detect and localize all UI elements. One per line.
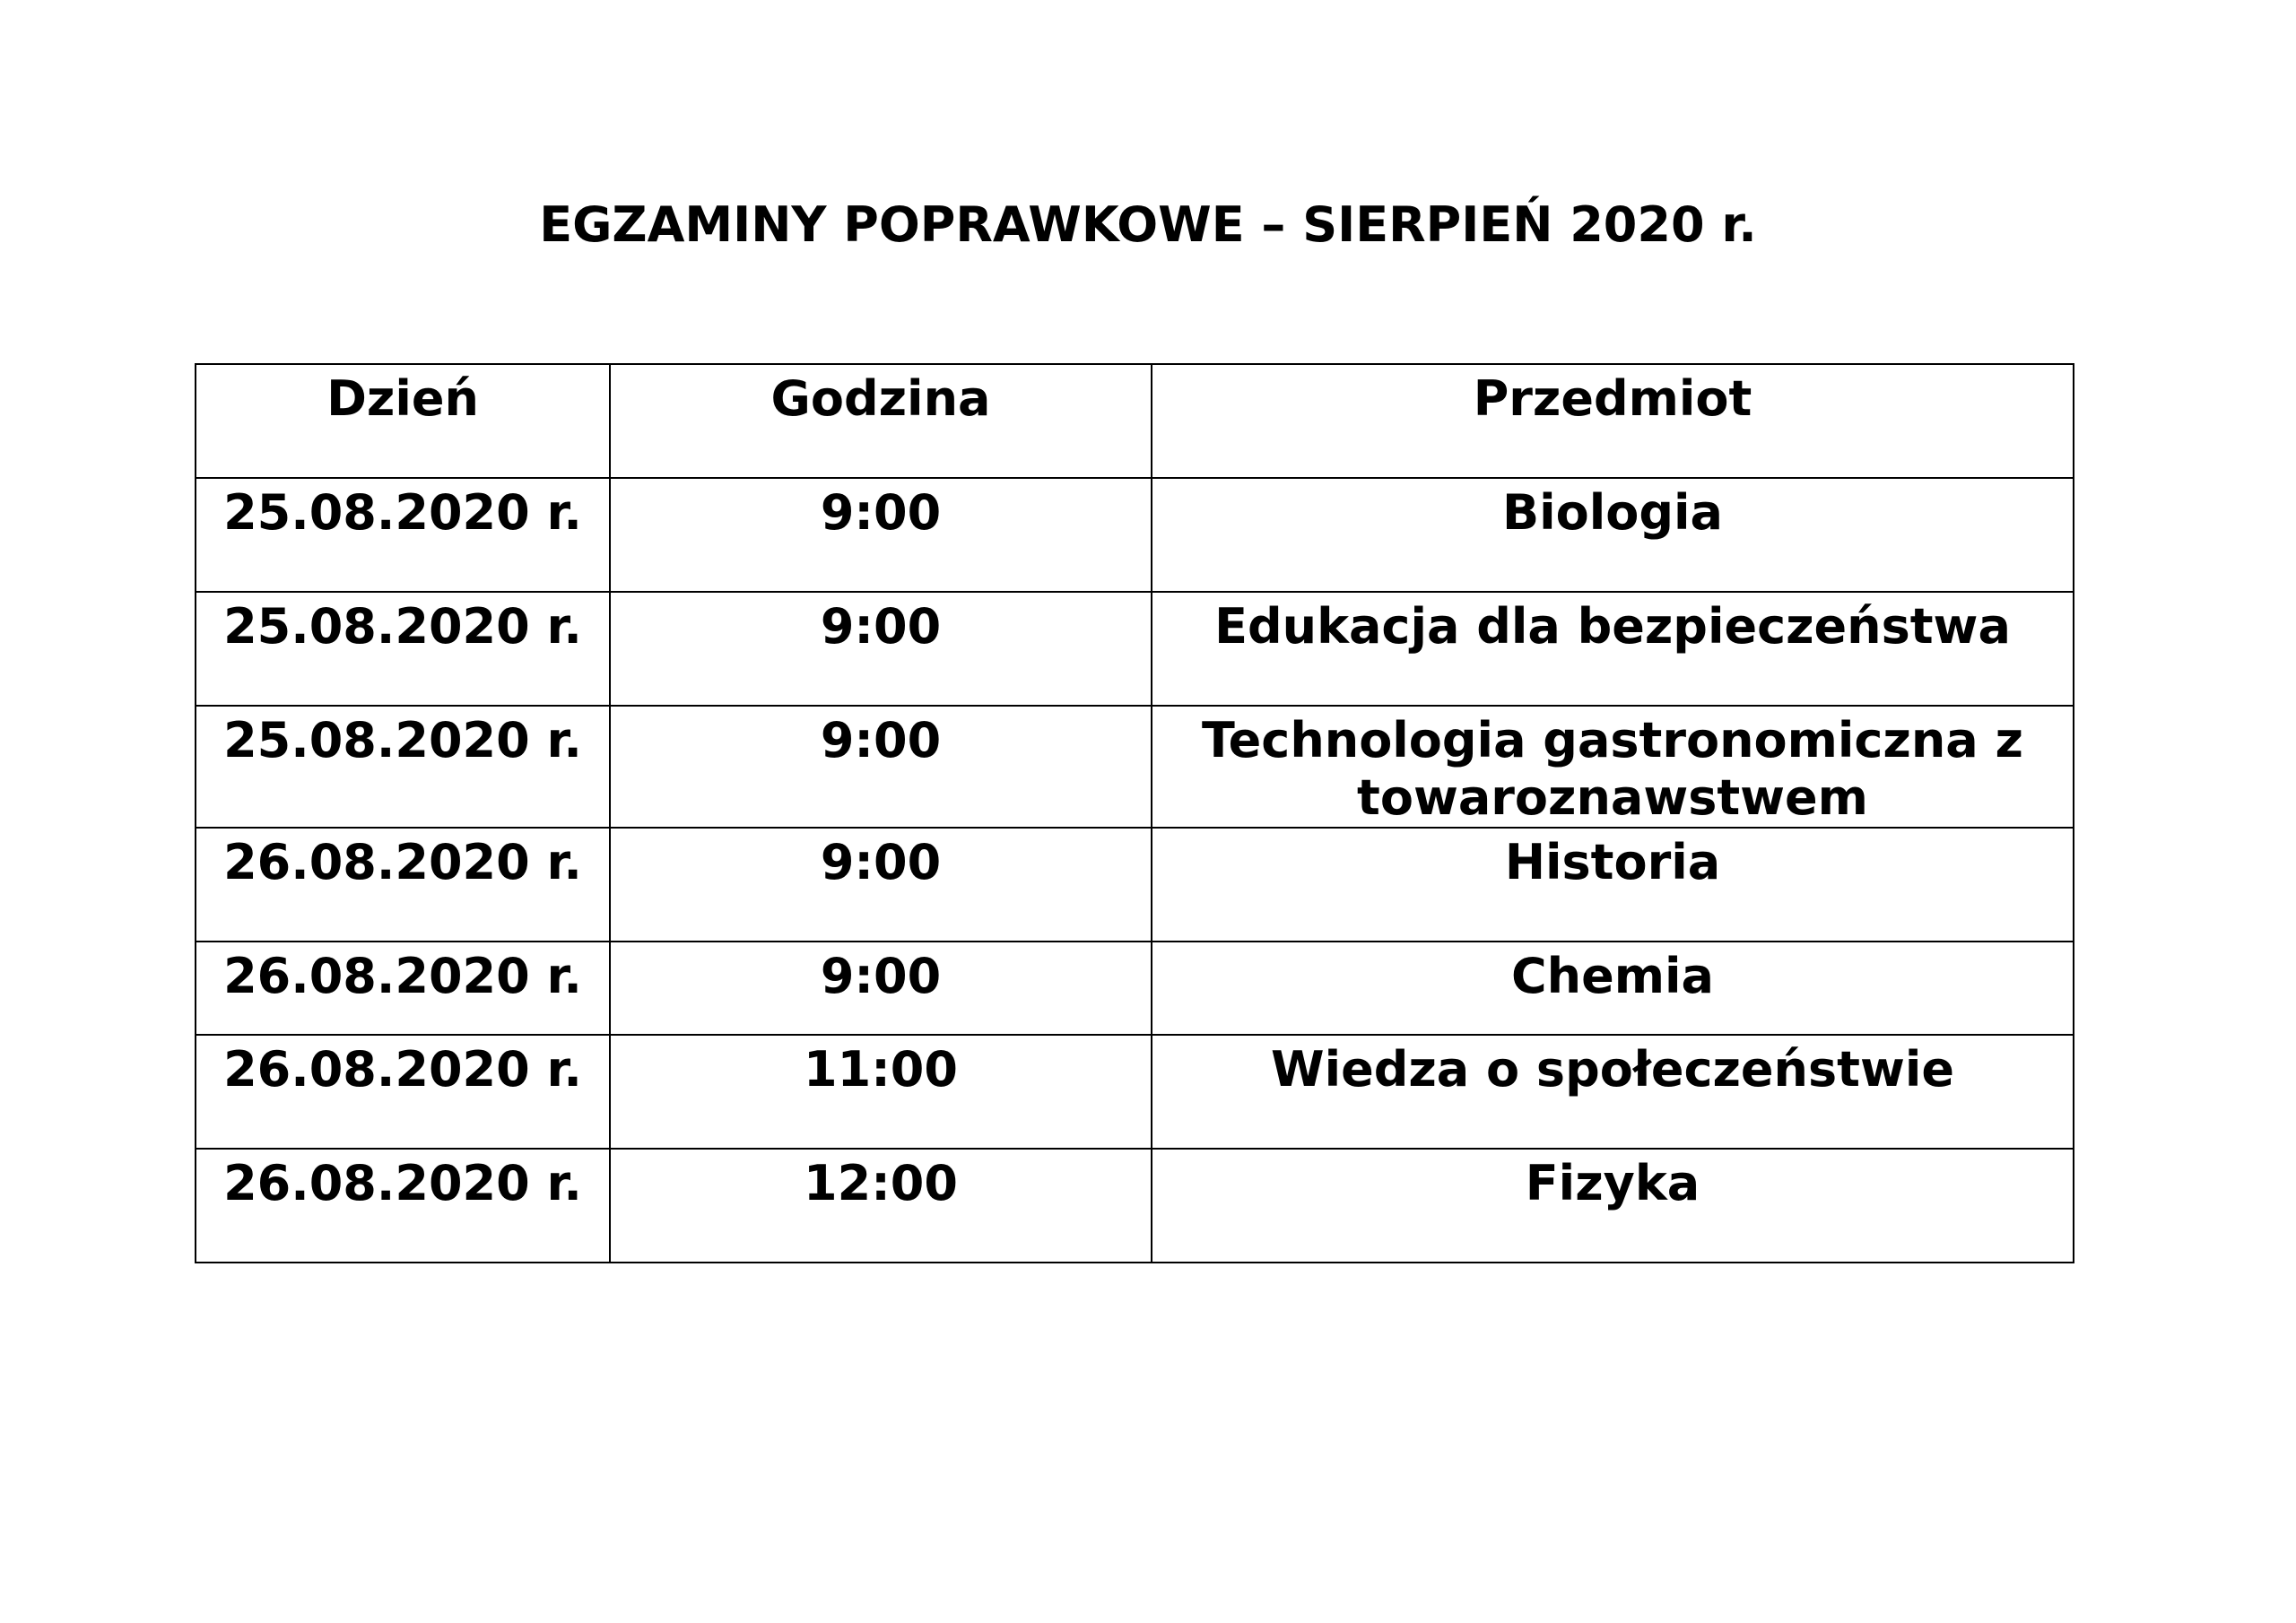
table-row: [196, 1149, 2074, 1263]
cell-subject: Fizyka: [1152, 1149, 2074, 1263]
cell-subject: Technologia gastronomiczna z towaroznawstwem: [1152, 706, 2074, 828]
cell-day: 26.08.2020 r.: [196, 942, 610, 1035]
cell-day: 26.08.2020 r.: [196, 828, 610, 942]
column-header-day: Dzień: [196, 364, 610, 478]
exam-schedule-table: [195, 363, 2074, 1263]
cell-hour: 9:00: [610, 942, 1152, 1035]
column-header-hour: Godzina: [610, 364, 1152, 478]
cell-subject: Chemia: [1152, 942, 2074, 1035]
table-row: [196, 592, 2074, 706]
table-row: [196, 1035, 2074, 1149]
table-row: [196, 706, 2074, 828]
cell-hour: 9:00: [610, 828, 1152, 942]
table-row: [196, 942, 2074, 1035]
cell-day: 25.08.2020 r.: [196, 592, 610, 706]
cell-hour: 9:00: [610, 592, 1152, 706]
cell-day: 25.08.2020 r.: [196, 706, 610, 828]
cell-subject: Edukacja dla bezpieczeństwa: [1152, 592, 2074, 706]
cell-hour: 12:00: [610, 1149, 1152, 1263]
cell-hour: 9:00: [610, 706, 1152, 828]
table-row: [196, 828, 2074, 942]
table-row: [196, 478, 2074, 592]
table-header-row: [196, 364, 2074, 478]
column-header-subject: Przedmiot: [1152, 364, 2074, 478]
cell-subject: Biologia: [1152, 478, 2074, 592]
page-title: EGZAMINY POPRAWKOWE – SIERPIEŃ 2020 r.: [539, 196, 1757, 253]
cell-day: 26.08.2020 r.: [196, 1149, 610, 1263]
cell-day: 25.08.2020 r.: [196, 478, 610, 592]
cell-hour: 11:00: [610, 1035, 1152, 1149]
cell-hour: 9:00: [610, 478, 1152, 592]
cell-day: 26.08.2020 r.: [196, 1035, 610, 1149]
cell-subject: Wiedza o społeczeństwie: [1152, 1035, 2074, 1149]
cell-subject: Historia: [1152, 828, 2074, 942]
